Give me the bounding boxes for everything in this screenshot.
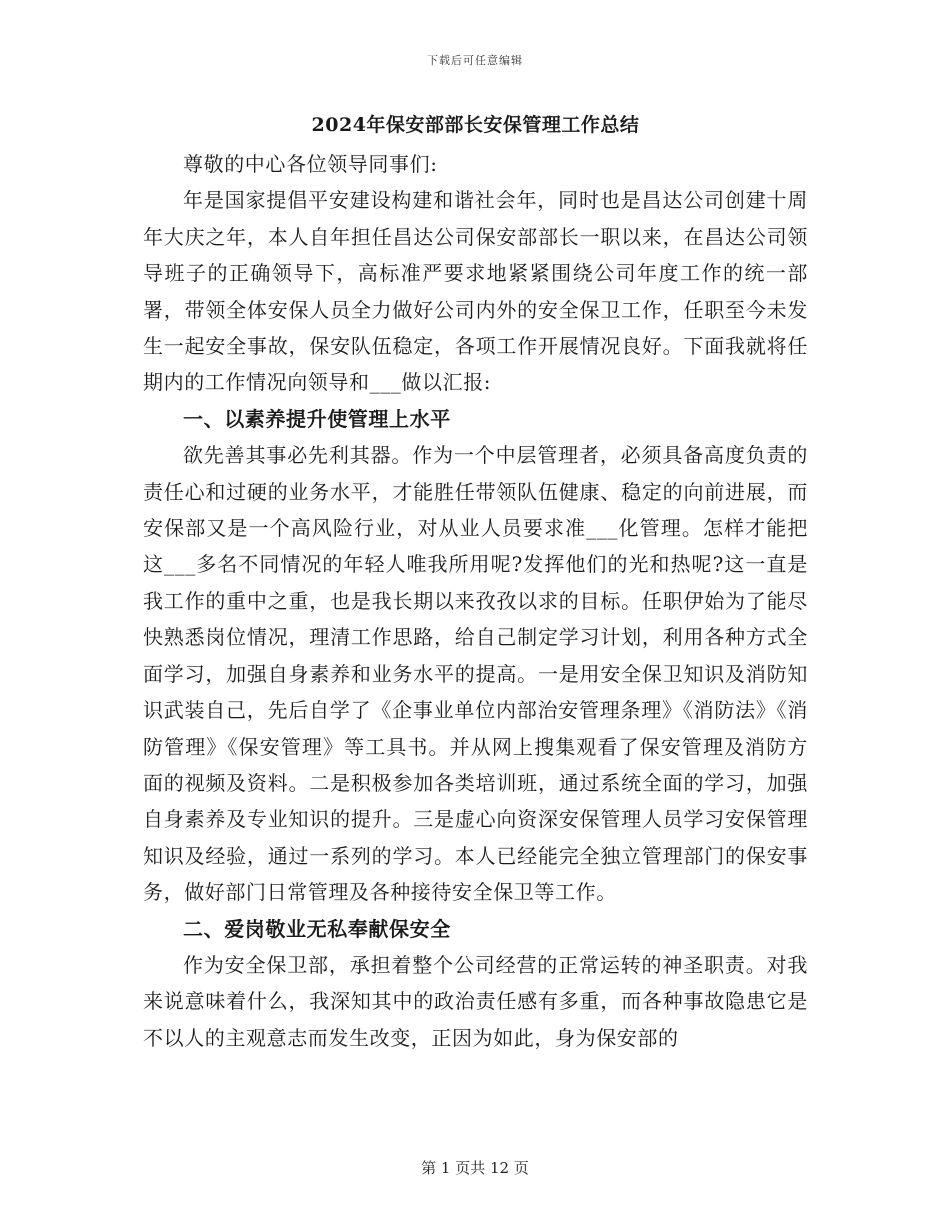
document-title: 2024年保安部部长安保管理工作总结 xyxy=(311,114,640,136)
document-page xyxy=(143,106,808,1056)
section-1-paragraph: 欲先善其事必先利其器。作为一个中层管理者，必须具备高度负责的责任心和过硬的业务水平，才能胜任带领队伍健康、稳定的向前进展，而安保部又是一个高风险行业，对从业人员要求准___化管理。怎样才能把这___多名不同情况的年轻人唯我所用呢?发挥他们的光和热呢?这一直是我工作的重中之重，也是我长期以来孜孜以求的目标。任职伊始为了能尽快熟悉岗位情况，理清工作思路，给自己制定学习计划，利用各种方式全面学习，加强自身素养和业务水平的提高。一是用安全保卫知识及消防知识武装自己，先后自学了《企事业单位内部治安管理条理》《消防法》《消防管理》《保安管理》等工具书。并从网上搜集观看了保安管理及消防方面的视频及资料。二是积极参加各类培训班，通过系统全面的学习，加强自身素养及专业知识的提升。三是虚心向资深安保管理人员学习安保管理知识及经验，通过一系列的学习。本人已经能完全独立管理部门的保安事务，做好部门日常管理及各种接待安全保卫等工作。 xyxy=(143,443,808,905)
page-footer: 第 1 页共 12 页 xyxy=(421,1159,529,1177)
section-heading-2: 二、爱岗敬业无私奉献保安全 xyxy=(183,916,451,941)
section-heading-1: 一、以素养提升使管理上水平 xyxy=(183,406,451,431)
intro-paragraph: 年是国家提倡平安建设构建和谐社会年，同时也是昌达公司创建十周年大庆之年，本人自年担任昌达公司保安部部长一职以来，在昌达公司领导班子的正确领导下，高标准严要求地紧紧围绕公司年度工作的统一部署，带领全体安保人员全力做好公司内外的安全保卫工作，任职至今未发生一起安全事故，保安队伍稳定，各项工作开展情况良好。下面我就将任期内的工作情况向领导和___做以汇报: xyxy=(143,188,808,395)
salutation: 尊敬的中心各位领导同事们: xyxy=(183,152,438,176)
header-note: 下载后可任意编辑 xyxy=(427,54,523,67)
section-2-paragraph: 作为安全保卫部，承担着整个公司经营的正常运转的神圣职责。对我来说意味着什么，我深知其中的政治责任感有多重，而各种事故隐患它是不以人的主观意志而发生改变，正因为如此，身为保安部的 xyxy=(143,952,808,1050)
